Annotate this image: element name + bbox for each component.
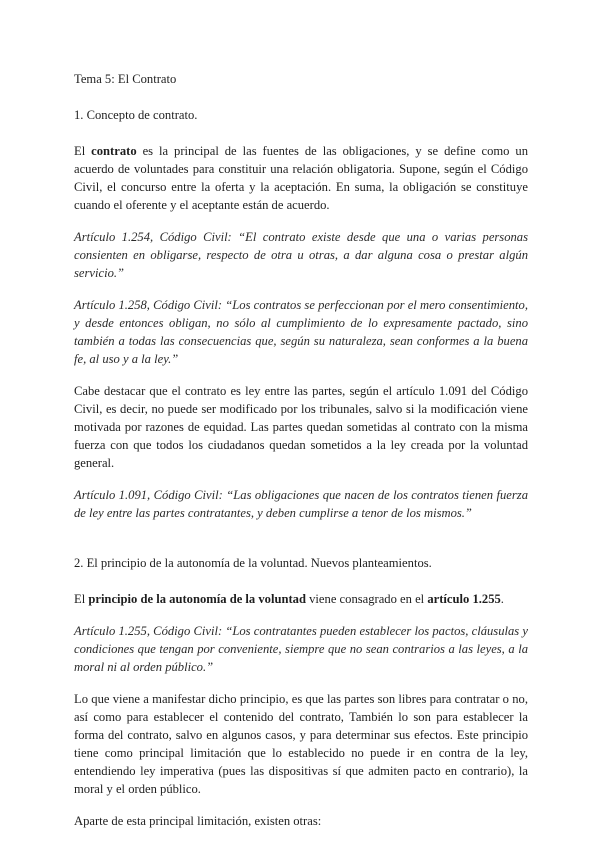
bold-term-contrato: contrato <box>91 144 137 158</box>
section-1-paragraph-2: Cabe destacar que el contrato es ley entre las partes, según el artículo 1.091 del Código Civil, es decir, no puede ser modificado por los tribunales, salvo si la modificación viene motivada por razones de equidad. Las partes quedan sometidas al contrato con la misma fuerza con que todos los ciudadanos quedan sometidos a la ley creada por la voluntad general. <box>74 384 528 470</box>
quote-article-1091: Artículo 1.091, Código Civil: “Las obligaciones que nacen de los contratos tienen fuerza de ley entre las partes contratantes, y deben cumplirse a tenor de los mismos.” <box>74 488 528 520</box>
section-2-paragraph-1 <box>74 590 528 608</box>
quote-article-1254: Artículo 1.254, Código Civil: “El contrato existe desde que una o varias personas consienten en obligarse, respecto de otra u otras, a dar alguna cosa o prestar algún servicio.” <box>74 230 528 280</box>
bold-term-principio: principio de la autonomía de la voluntad <box>88 592 306 606</box>
section-1-heading: 1. Concepto de contrato. <box>74 108 198 122</box>
bold-term-articulo: artículo 1.255 <box>427 592 501 606</box>
text-span: viene consagrado en el <box>305 592 428 606</box>
section-2-paragraph-2: Lo que viene a manifestar dicho principio, es que las partes son libres para contratar o no, así como para establecer el contenido del contrato, También lo son para establecer la forma del contrato, salvo en algunos casos, y para determinar sus efectos. Este principio tiene como principal limitación que lo establecido no puede ir en contra de la ley, entendiendo ley imperativa (pues las dispositivas sí que admiten pacto en contrario), la moral y el orden público. <box>74 692 528 796</box>
quote-article-1258: Artículo 1.258, Código Civil: “Los contratos se perfeccionan por el mero consentimiento, y desde entonces obligan, no sólo al cumplimiento de lo expresamente pactado, sino también a todas las consecuencias que, según su naturaleza, sean conformes a la buena fe, al uso y a la ley.” <box>74 298 528 366</box>
section-1-paragraph-1 <box>74 142 528 214</box>
text-span: es la principal de las fuentes de las obligaciones, y se define como un acuerdo de voluntades para constituir una relación obligatoria. Supone, según el Código Civil, el concurso entre la oferta y la aceptación. En suma, la obligación se constituye cuando el oferente y el aceptante están de acuerdo. <box>74 144 529 212</box>
section-2-paragraph-3: Aparte de esta principal limitación, existen otras: <box>74 814 322 828</box>
document-title: Tema 5: El Contrato <box>74 72 177 86</box>
section-2-heading: 2. El principio de la autonomía de la voluntad. Nuevos planteamientos. <box>74 556 432 570</box>
section-gap <box>74 536 528 554</box>
quote-article-1255: Artículo 1.255, Código Civil: “Los contratantes pueden establecer los pactos, cláusulas y condiciones que tengan por conveniente, siempre que no sean contrarios a las leyes, a la moral ni al orden público.” <box>74 624 528 674</box>
text-span: El <box>74 592 89 606</box>
text-span: El <box>74 144 92 158</box>
text-span: . <box>500 592 504 606</box>
